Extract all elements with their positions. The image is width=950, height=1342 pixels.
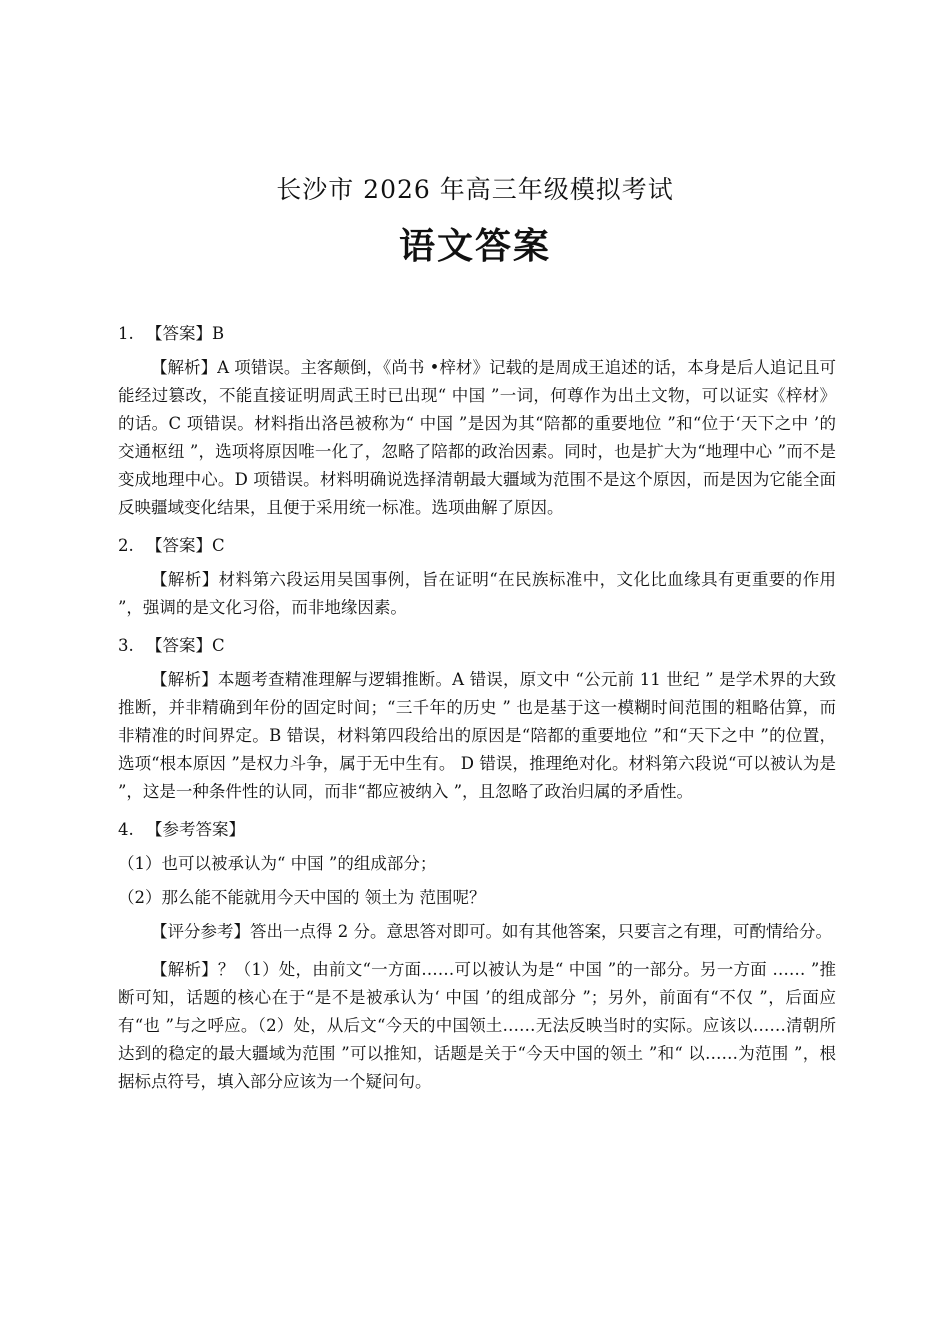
answer-label: 【答案】B: [146, 324, 225, 343]
analysis-text: 【解析】材料第六段运用吴国事例，旨在证明“在民族标准中，文化比血缘具有更重要的作用 ”，强调的是文化习俗，而非地缘因素。: [118, 570, 836, 617]
question-1-header: [118, 320, 836, 348]
reference-answer-item-1: （1）也可以被承认为“ 中国 ”的组成部分；: [118, 854, 437, 873]
question-number: 1.: [118, 324, 134, 343]
analysis-text: 【解析】？（1）处，由前文“一方面……可以被认为是“ 中国 ”的一部分。另一方面 …… ”推断可知，话题的核心在于“是不是被承认为‘ 中国 ’的组成部分 ”；另外，前面有“不仅 ”，后面应有“也 ”与之呼应。（2）处，从后文“今天的中国领土……无法反映当时的实际。应该以……清朝所达到的稳定的最大疆域为范围 ”可以推知，话题是关于“今天中国的领土 ”和“ 以……为范围 ”，根据标点符号，填入部分应该为一个疑问句。: [118, 960, 836, 1091]
exam-title: 长沙市 2026 年高三年级模拟考试: [276, 175, 674, 204]
analysis-text: 【解析】A 项错误。主客颠倒，《尚书 •梓材》记载的是周成王追述的话，本身是后人追记且可能经过篡改，不能直接证明周武王时已出现“ 中国 ”一词，何尊作为出土文物，可以证实《梓材》的话。C 项错误。材料指出洛邑被称为“ 中国 ”是因为其“陪都的重要地位 ”和“位于‘天下之中 ’的交通枢纽 ”，选项将原因唯一化了，忽略了陪都的政治因素。同时，也是扩大为“地理中心 ”而不是变成地理中心。D 项错误。材料明确说选择清朝最大疆域为范围不是这个原因，而是因为它能全面反映疆域变化结果，且便于采用统一标准。选项曲解了原因。: [118, 358, 836, 517]
answer-label: 【答案】C: [146, 536, 225, 555]
question-4-header: [118, 816, 836, 844]
subject-title: 语文答案: [398, 225, 551, 267]
question-2: [118, 532, 836, 622]
question-2-header: [118, 532, 836, 560]
question-number: 4.: [118, 820, 134, 839]
question-4: [118, 816, 836, 1096]
question-number: 2.: [118, 536, 134, 555]
analysis-text: 【解析】本题考查精准理解与逻辑推断。A 错误，原文中 “公元前 11 世纪 ” 是学术界的大致推断，并非精确到年份的固定时间；“三千年的历史 ” 也是基于这一模糊时间范围的粗略估算，而非精准的时间界定。B 错误，材料第四段给出的原因是“陪都的重要地位 ”和“天下之中 ”的位置，选项“根本原因 ”是权力斗争，属于无中生有。 D 错误，推理绝对化。材料第六段说“可以被认为是 ”，这是一种条件性的认同，而非“都应被纳入 ”，且忽略了政治归属的矛盾性。: [118, 670, 836, 801]
question-3-header: [118, 632, 836, 660]
question-3: [118, 632, 836, 806]
reference-answer-item-2: （2）那么能不能就用今天中国的 领土为 范围呢？: [118, 888, 486, 907]
question-number: 3.: [118, 636, 134, 655]
answers-content: [118, 320, 836, 1106]
answer-label: 【答案】C: [146, 636, 225, 655]
question-1: [118, 320, 836, 522]
scoring-reference: 【评分参考】答出一点得 2 分。意思答对即可。如有其他答案，只要言之有理，可酌情给分。: [151, 922, 832, 941]
answer-label: 【参考答案】: [146, 820, 245, 839]
